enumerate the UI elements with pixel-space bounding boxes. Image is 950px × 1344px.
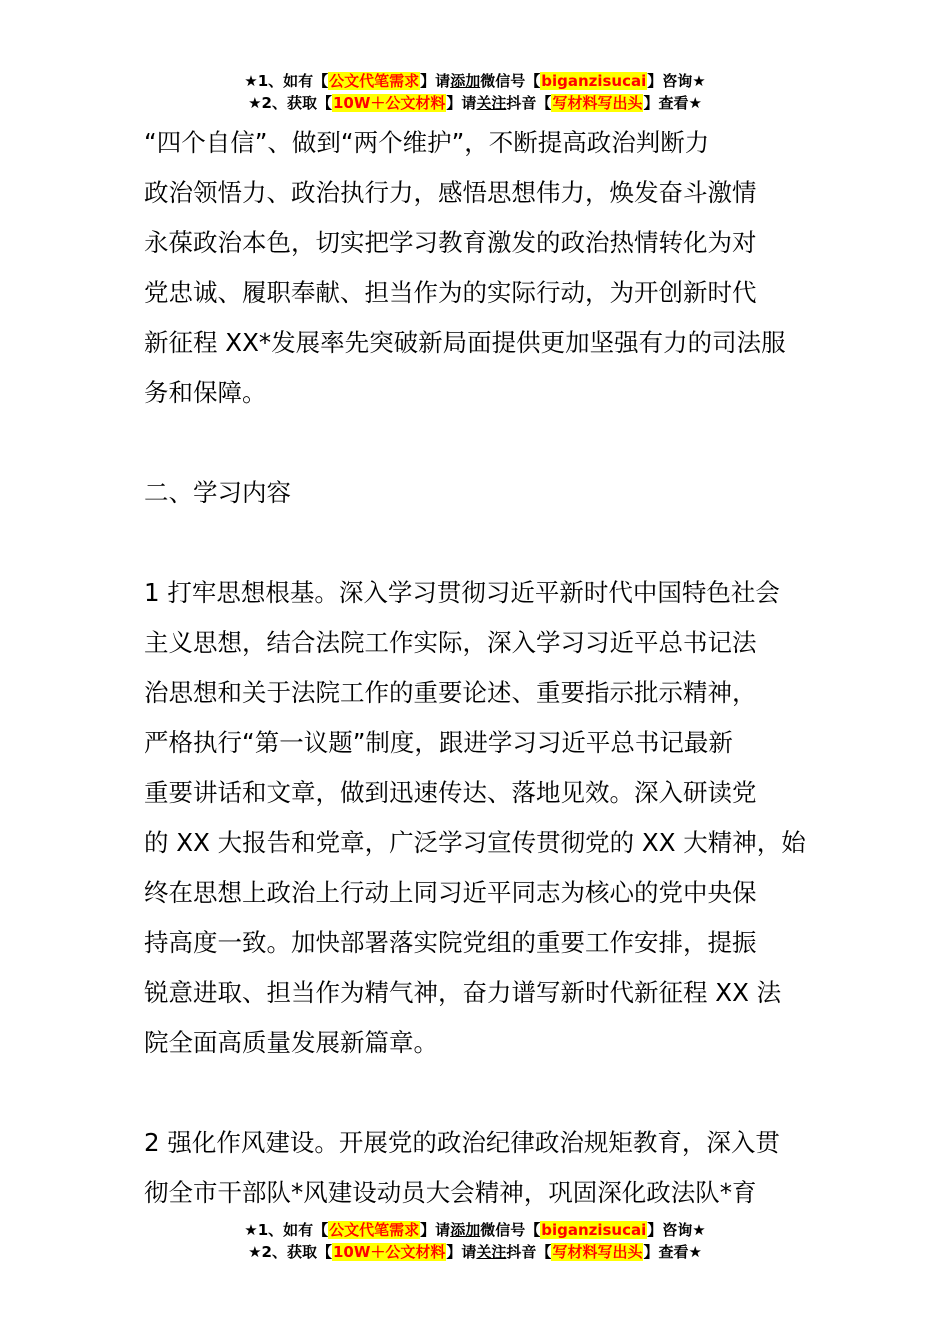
paragraph-gap [144, 1068, 812, 1118]
banner-text-underlined: 添加 [450, 1221, 481, 1239]
text-line: 持高度一致。加快部署落实院党组的重要工作安排，提振 [144, 928, 757, 957]
text-line: 彻全市干部队*风建设动员大会精神，巩固深化政法队*育 [144, 1178, 757, 1207]
banner-text: 抖音【 [506, 1243, 552, 1261]
top-banner [0, 70, 950, 114]
highlight-ghostwriting: 公文代笔需求 [329, 72, 420, 90]
banner-line-2 [0, 1241, 950, 1263]
section-heading [144, 468, 812, 518]
text-line: 治思想和关于法院工作的重要论述、重要指示批示精神， [144, 678, 757, 707]
star-icon: ★ [244, 72, 258, 90]
banner-line-2 [0, 92, 950, 114]
text-line: 重要讲话和文章，做到迅速传达、落地见效。深入研读党 [144, 778, 757, 807]
highlight-douyin: 写材料写出头 [552, 1243, 643, 1261]
paragraph-gap [144, 418, 812, 468]
star-icon: ★ [248, 94, 262, 112]
text-line: 务和保障。 [144, 378, 267, 407]
banner-text: 】查看★ [643, 94, 702, 112]
text-line: 2 强化作风建设。开展党的政治纪律政治规矩教育，深入贯 [144, 1128, 780, 1157]
paragraph-item-1 [144, 568, 812, 1068]
star-icon: ★ [244, 1221, 258, 1239]
highlight-wechat-id: biganzisucai [541, 72, 647, 90]
paragraph-intro [144, 118, 812, 418]
highlight-materials: 10W＋公文材料 [332, 1243, 446, 1261]
banner-text: 】请 [420, 72, 451, 90]
highlight-douyin: 写材料写出头 [552, 94, 643, 112]
text-line: 永葆政治本色，切实把学习教育激发的政治热情转化为对 [144, 228, 757, 257]
text-line: 院全面高质量发展新篇章。 [144, 1028, 438, 1057]
bottom-banner [0, 1219, 950, 1263]
highlight-wechat-id: biganzisucai [541, 1221, 647, 1239]
banner-text-underlined: 关注 [476, 94, 507, 112]
text-line: 1 打牢思想根基。深入学习贯彻习近平新时代中国特色社会 [144, 578, 780, 607]
banner-text: 抖音【 [506, 94, 552, 112]
banner-line-1 [0, 70, 950, 92]
text-line: 新征程 XX*发展率先突破新局面提供更加坚强有力的司法服 [144, 328, 786, 357]
banner-text-underlined: 关注 [476, 1243, 507, 1261]
text-line: 主义思想，结合法院工作实际，深入学习习近平总书记法 [144, 628, 757, 657]
banner-text: 2、获取【 [261, 1243, 332, 1261]
banner-text: 】请 [446, 94, 477, 112]
text-line: 党忠诚、履职奉献、担当作为的实际行动，为开创新时代 [144, 278, 757, 307]
heading-text: 二、学习内容 [144, 478, 291, 507]
text-line: 严格执行“第一议题”制度，跟进学习习近平总书记最新 [144, 728, 733, 757]
text-line: 政治领悟力、政治执行力，感悟思想伟力，焕发奋斗激情 [144, 178, 757, 207]
text-line: 终在思想上政治上行动上同习近平同志为核心的党中央保 [144, 878, 757, 907]
banner-text-underlined: 添加 [450, 72, 481, 90]
banner-text: 微信号【 [480, 1221, 541, 1239]
document-body [144, 118, 812, 1218]
text-line: 的 XX 大报告和党章，广泛学习宣传贯彻党的 XX 大精神，始 [144, 828, 806, 857]
banner-text: 1、如有【 [257, 1221, 329, 1239]
banner-text: 】咨询★ [647, 72, 706, 90]
highlight-ghostwriting: 公文代笔需求 [329, 1221, 420, 1239]
banner-text: 】请 [420, 1221, 451, 1239]
banner-text: 1、如有【 [257, 72, 329, 90]
banner-line-1 [0, 1219, 950, 1241]
text-line: “四个自信”、做到“两个维护”，不断提高政治判断力 [144, 128, 710, 157]
paragraph-gap [144, 518, 812, 568]
banner-text: 2、获取【 [261, 94, 332, 112]
paragraph-item-2 [144, 1118, 812, 1218]
star-icon: ★ [248, 1243, 262, 1261]
banner-text: 微信号【 [480, 72, 541, 90]
banner-text: 】请 [446, 1243, 477, 1261]
text-line: 锐意进取、担当作为精气神，奋力谱写新时代新征程 XX 法 [144, 978, 782, 1007]
highlight-materials: 10W＋公文材料 [332, 94, 446, 112]
banner-text: 】咨询★ [647, 1221, 706, 1239]
banner-text: 】查看★ [643, 1243, 702, 1261]
